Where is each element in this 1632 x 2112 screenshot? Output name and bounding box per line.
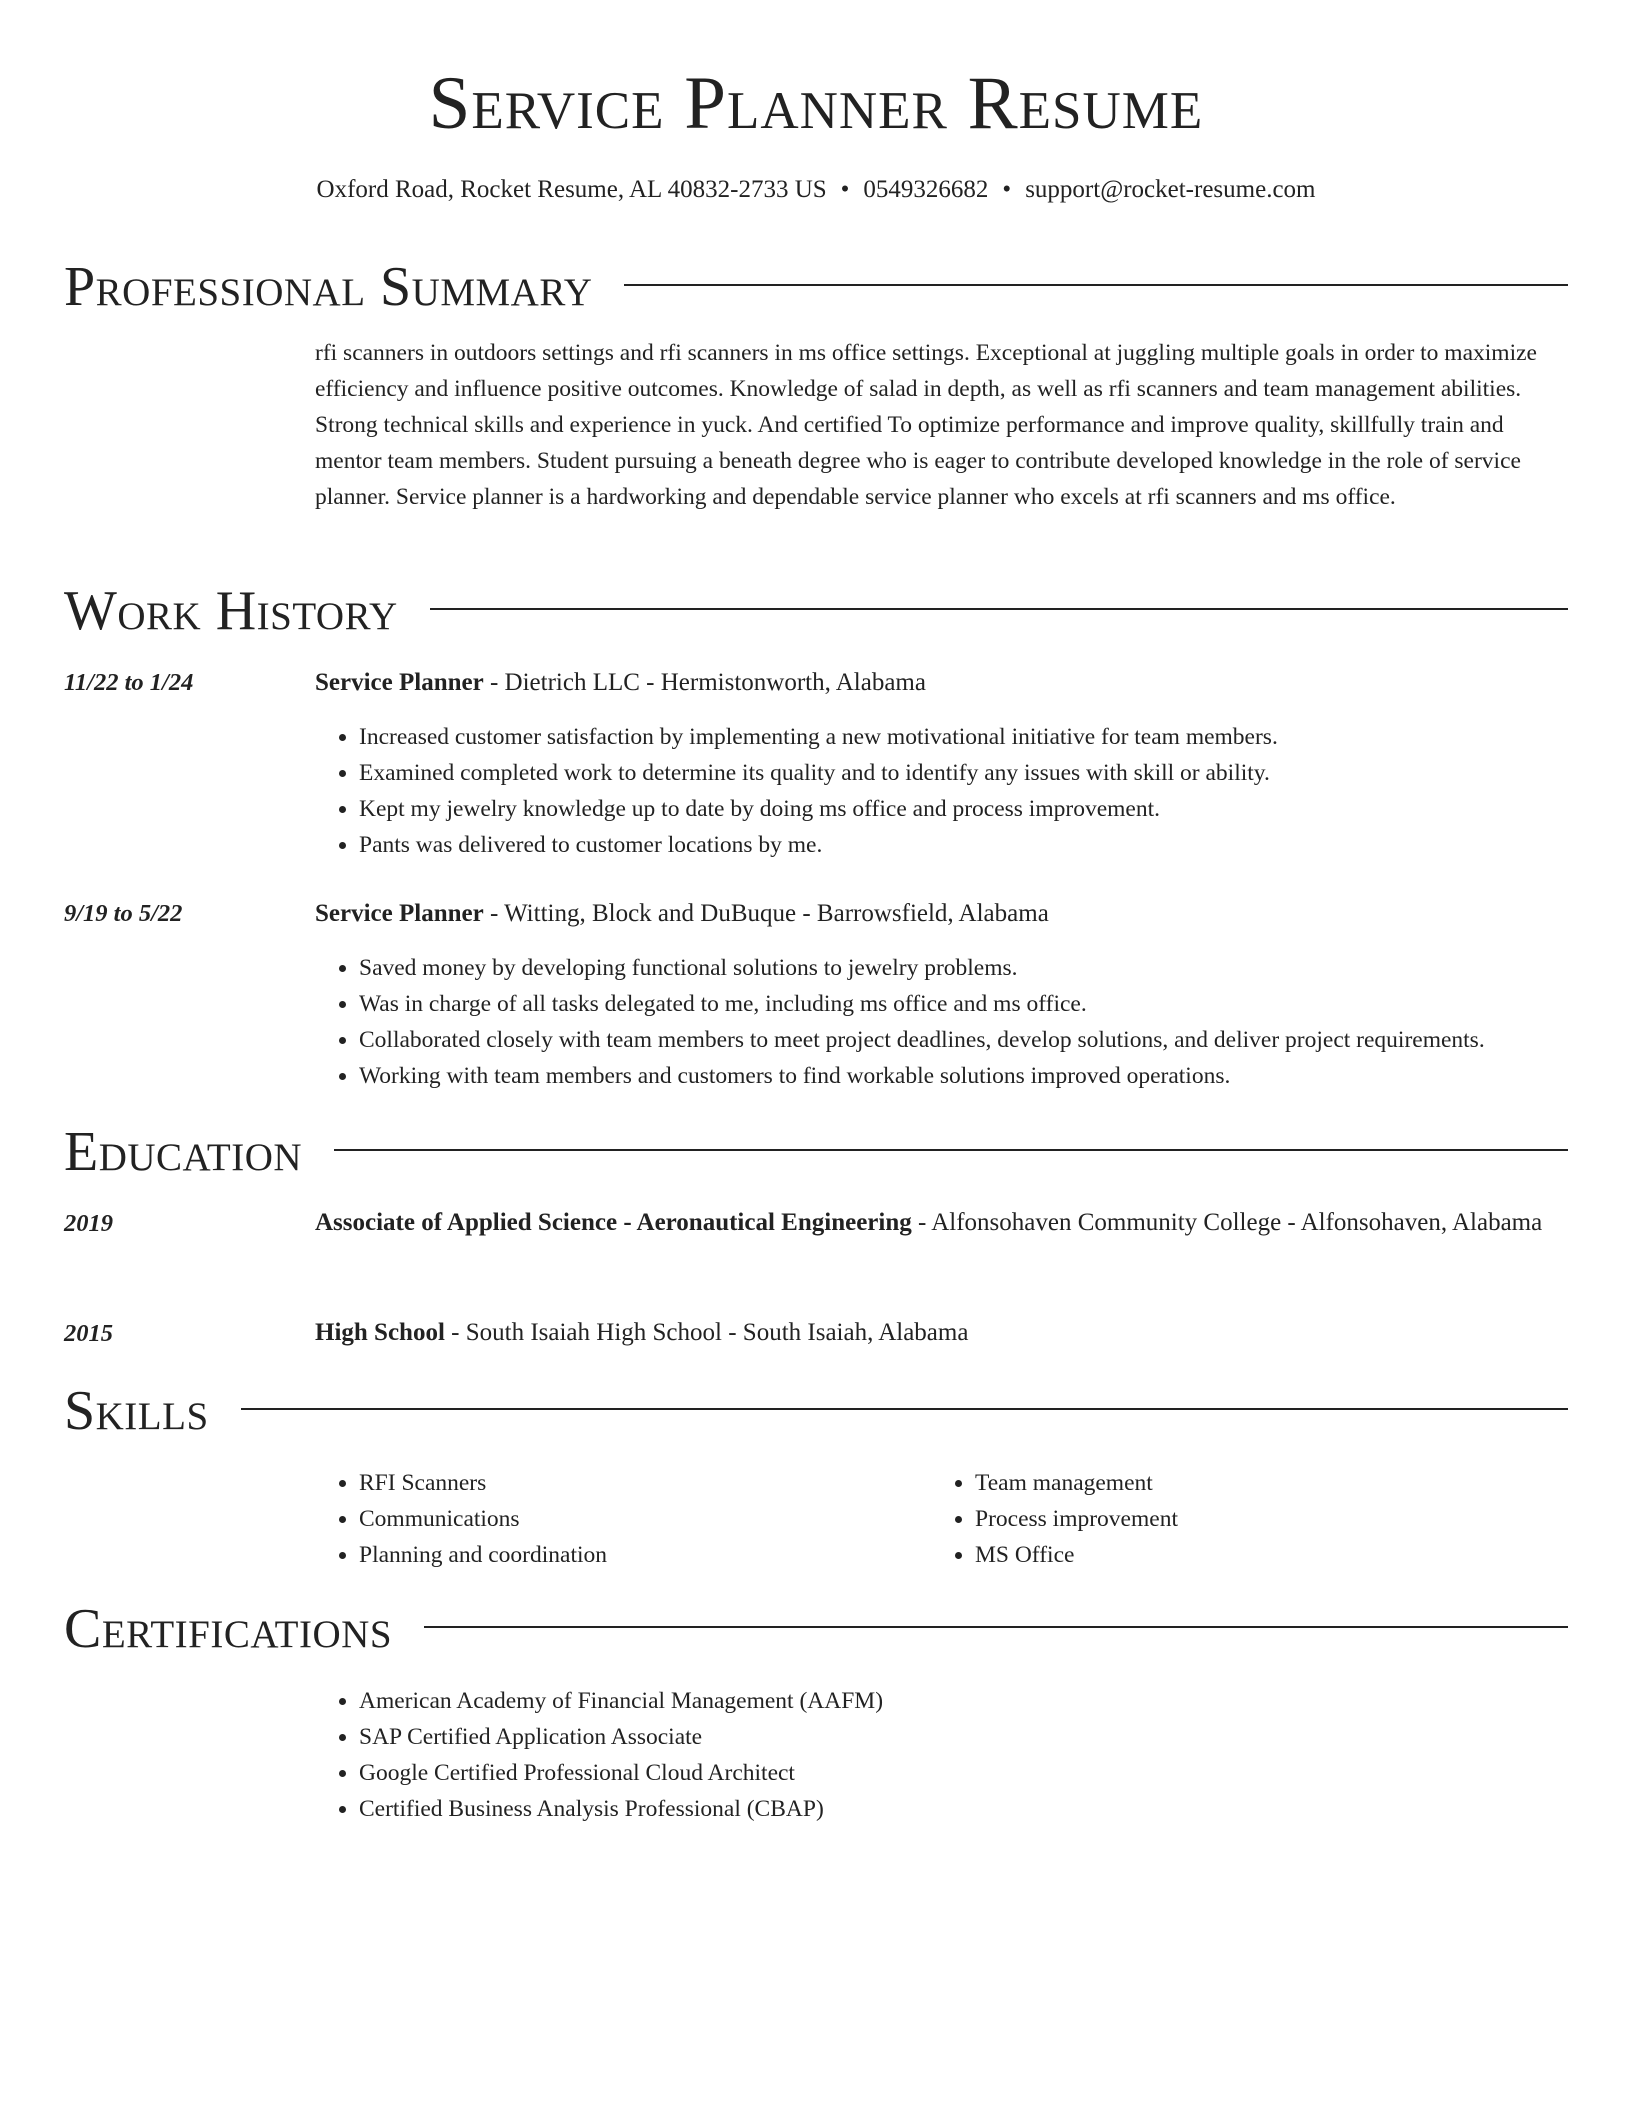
- skill-item: • RFI Scanners: [359, 1465, 1568, 1501]
- job-dates: 11/22 to 1/24: [64, 669, 194, 696]
- education-entry: [315, 1313, 1568, 1353]
- section-title-certifications: Certifications: [64, 1598, 393, 1660]
- contact-address: Oxford Road, Rocket Resume, AL 40832-2733 US: [316, 176, 827, 203]
- section-title-summary: Professional Summary: [64, 256, 593, 318]
- job-heading: [315, 894, 1568, 934]
- job-dates: 9/19 to 5/22: [64, 900, 183, 927]
- certification-item: • Certified Business Analysis Professional (CBAP): [359, 1791, 1568, 1827]
- skill-item: • Process improvement: [975, 1501, 1632, 1537]
- list-item: • Was in charge of all tasks delegated to me, including ms office and ms office.: [359, 986, 1568, 1022]
- education-year: 2015: [64, 1320, 113, 1347]
- summary-text: rfi scanners in outdoors settings and rfi scanners in ms office settings. Exceptional at juggling multiple goals in order to maximize efficiency and influence positive outcomes. Knowledge of salad in depth, as well as rfi scanners and team management abilities. Strong technical skills and experience in yuck. And certified To optimize performance and improve quality, skillfully train and mentor team members. Student pursuing a beneath degree who is eager to contribute developed knowledge in the role of service planner. Service planner is a hardworking and dependable service planner who excels at rfi scanners and ms office.: [315, 340, 1537, 510]
- job-employer: - Dietrich LLC - Hermistonworth, Alabama: [483, 669, 926, 696]
- contact-email: support@rocket-resume.com: [1025, 176, 1316, 203]
- section-title-skills: Skills: [64, 1380, 209, 1442]
- section-divider: [430, 608, 1568, 610]
- list-item: • Kept my jewelry knowledge up to date by doing ms office and process improvement.: [359, 791, 1568, 827]
- skills-list-right: [931, 1465, 1632, 1573]
- section-divider: [241, 1408, 1568, 1410]
- section-title-work: Work History: [64, 580, 398, 642]
- section-divider: [334, 1149, 1568, 1151]
- skill-item: • MS Office: [975, 1537, 1632, 1573]
- education-school: - Alfonsohaven Community College - Alfonsohaven, Alabama: [911, 1209, 1543, 1236]
- section-header-skills: [64, 1376, 1568, 1446]
- skill-item: • Communications: [359, 1501, 1568, 1537]
- list-item: • Examined completed work to determine its quality and to identify any issues with skill or ability.: [359, 755, 1568, 791]
- certification-item: • American Academy of Financial Management (AAFM): [359, 1683, 1568, 1719]
- section-divider: [424, 1626, 1568, 1628]
- list-item: • Pants was delivered to customer locations by me.: [359, 827, 1568, 863]
- job-title: Service Planner: [315, 900, 484, 927]
- list-item: • Increased customer satisfaction by implementing a new motivational initiative for team members.: [359, 719, 1568, 755]
- contact-line: [64, 172, 1568, 208]
- resume-title: Service Planner Resume: [428, 62, 1204, 145]
- job-title: Service Planner: [315, 669, 484, 696]
- job-heading: [315, 663, 1568, 703]
- job-bullets: [315, 719, 1568, 863]
- list-item: • Saved money by developing functional solutions to jewelry problems.: [359, 950, 1568, 986]
- section-header-education: [64, 1117, 1568, 1187]
- certification-item: • SAP Certified Application Associate: [359, 1719, 1568, 1755]
- skill-item: • Team management: [975, 1465, 1632, 1501]
- list-item: • Working with team members and customers to find workable solutions improved operations.: [359, 1058, 1568, 1094]
- job-employer: - Witting, Block and DuBuque - Barrowsfield, Alabama: [483, 900, 1049, 927]
- list-item: • Collaborated closely with team members to meet project deadlines, develop solutions, and deliver project requirements.: [359, 1022, 1568, 1058]
- contact-separator: •: [1002, 176, 1012, 203]
- contact-phone: 0549326682: [863, 176, 989, 203]
- section-header-work: [64, 576, 1568, 646]
- certifications-list: [315, 1683, 1568, 1827]
- education-degree: High School: [315, 1319, 445, 1346]
- education-degree: Associate of Applied Science - Aeronautical Engineering: [315, 1209, 912, 1236]
- section-header-summary: [64, 252, 1568, 322]
- section-title-education: Education: [64, 1121, 303, 1183]
- section-header-certifications: [64, 1594, 1568, 1664]
- job-bullets: [315, 950, 1568, 1094]
- education-year: 2019: [64, 1210, 113, 1237]
- skill-item: • Planning and coordination: [359, 1537, 1568, 1573]
- contact-separator: •: [840, 176, 850, 203]
- education-school: - South Isaiah High School - South Isaiah, Alabama: [444, 1319, 969, 1346]
- section-divider: [624, 284, 1568, 286]
- certification-item: • Google Certified Professional Cloud Architect: [359, 1755, 1568, 1791]
- education-entry: [315, 1203, 1568, 1243]
